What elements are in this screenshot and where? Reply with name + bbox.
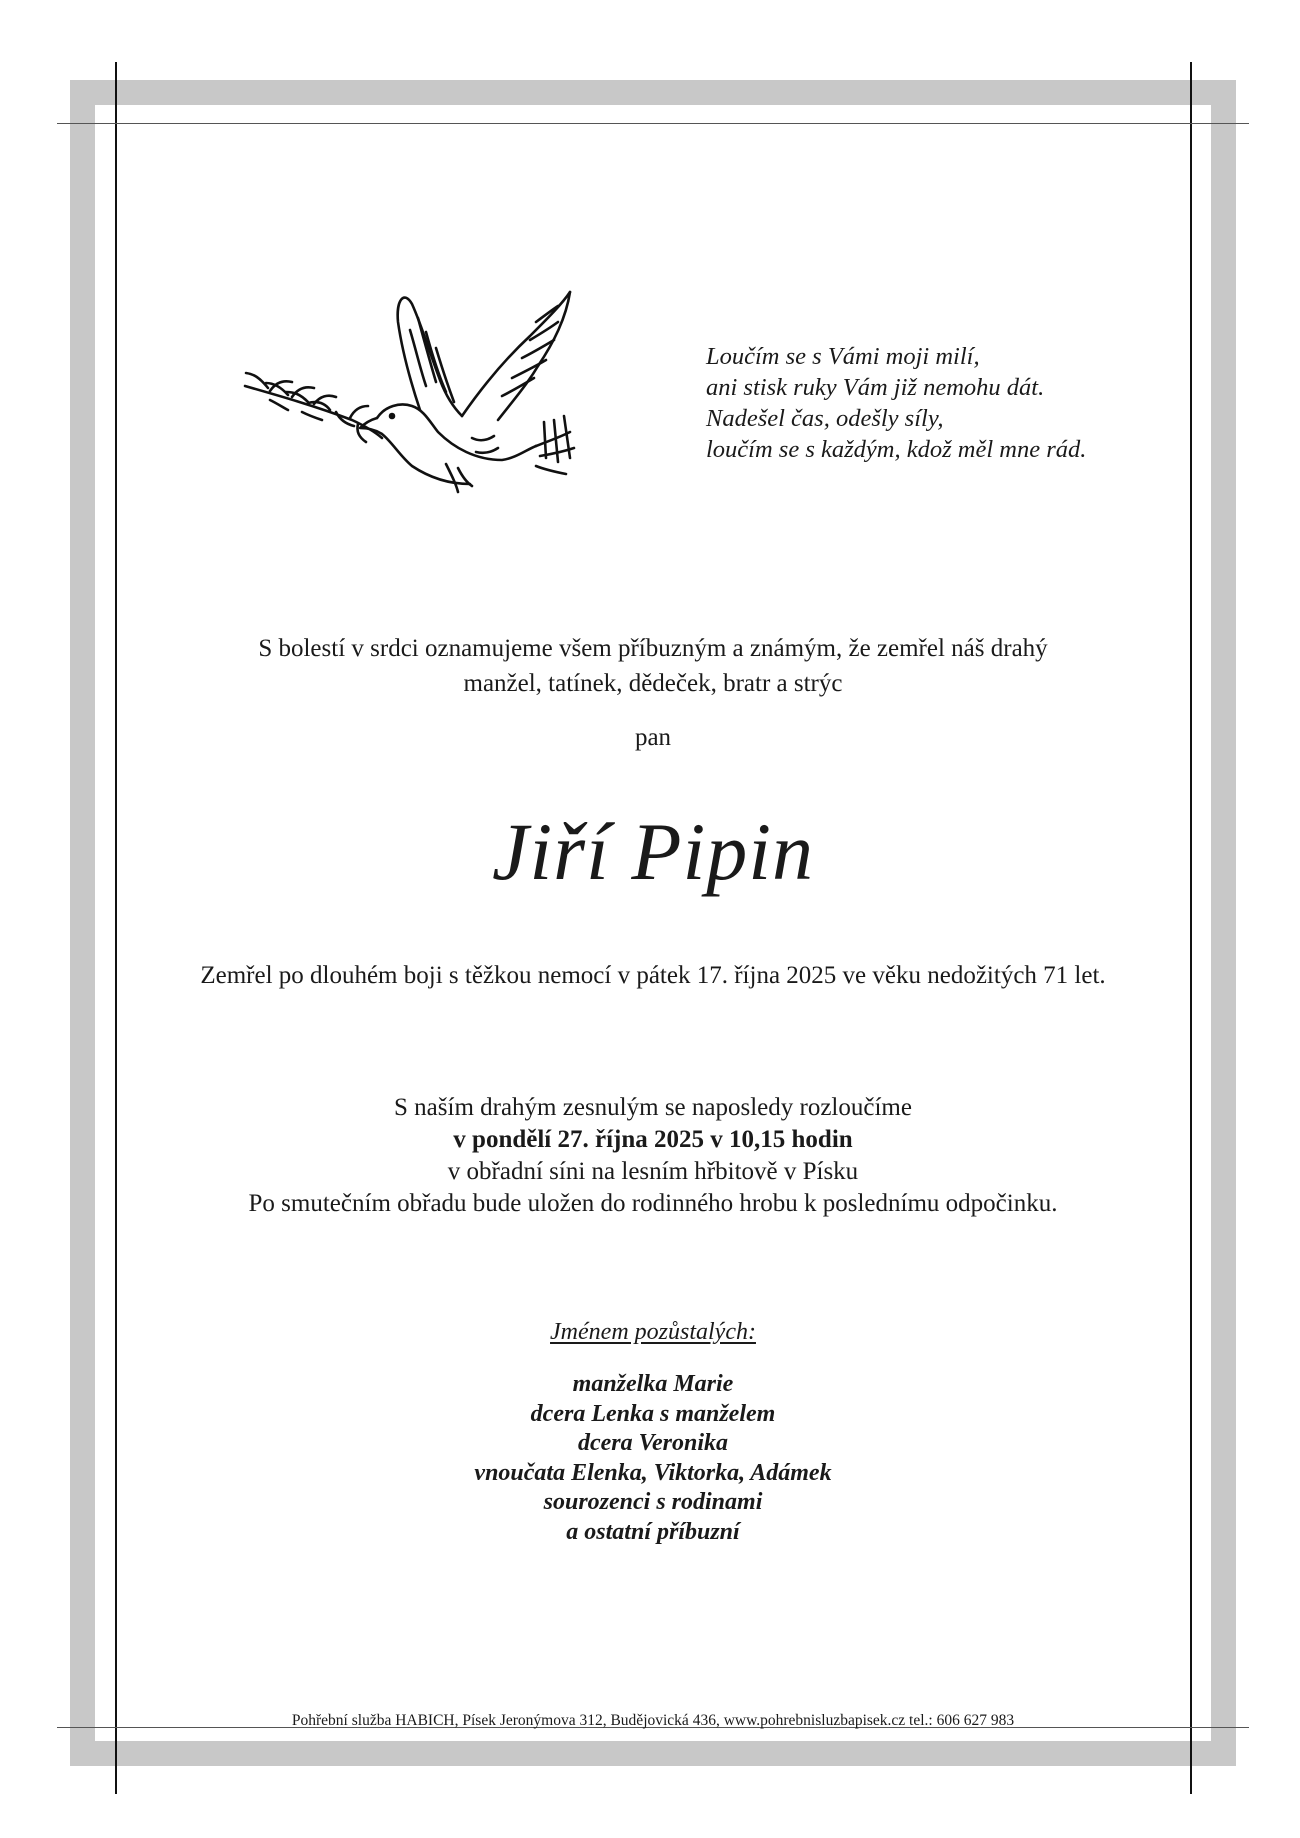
announcement-line-2: manžel, tatínek, dědeček, bratr a strýc [463,670,843,697]
survivors-heading-text: Jménem pozůstalých: [550,1319,756,1345]
poem-line: ani stisk ruky Vám již nemohu dát. [706,374,1045,401]
announcement-line-1: S bolestí v srdci oznamujeme všem příbuzným a známým, že zemřel náš drahý [258,635,1048,662]
right-vertical-rule [1190,62,1192,1794]
survivor-item: dcera Lenka s manželem [530,1400,776,1427]
salutation: pan [634,724,672,751]
survivor-item: sourozenci s rodinami [543,1489,763,1515]
poem-line: Nadešel čas, odešly síly, [706,405,944,432]
funeral-service-footer: Pohřební služba HABICH, Písek Jeronýmova 312, Budějovická 436, www.pohrebnisluzbapisek.cz tel.: 606 627 983 [291,1712,1015,1729]
death-statement: Zemřel po dlouhém boji s těžkou nemocí v pátek 17. října 2025 ve věku nedožitých 71 let. [200,962,1106,989]
farewell-poem [706,341,1126,465]
funeral-info [120,1092,1186,1220]
survivor-item: manželka Marie [572,1371,734,1397]
survivor-item: a ostatní příbuzní [566,1518,740,1545]
burial-note: Po smutečním obřadu bude uložen do rodinného hrobu k poslednímu odpočinku. [248,1190,1058,1217]
top-horizontal-rule [57,123,1249,124]
survivor-item: dcera Veronika [578,1430,728,1456]
survivors-heading [120,1316,1186,1348]
funeral-date-time: v pondělí 27. října 2025 v 10,15 hodin [453,1126,853,1153]
left-vertical-rule [115,62,117,1794]
poem-line: Loučím se s Vámi moji milí, [706,343,980,370]
dove-with-olive-branch-icon [240,270,600,510]
deceased-name: Jiří Pipin [491,806,815,897]
survivor-item: vnoučata Elenka, Viktorka, Adámek [474,1459,832,1486]
announcement-text [120,631,1186,701]
funeral-place: v obřadní síni na lesním hřbitově v Písku [447,1158,859,1185]
funeral-intro: S naším drahým zesnulým se naposledy rozloučíme [394,1094,912,1121]
survivors-list [120,1370,1186,1547]
poem-line: loučím se s každým, kdož měl mne rád. [706,436,1087,463]
